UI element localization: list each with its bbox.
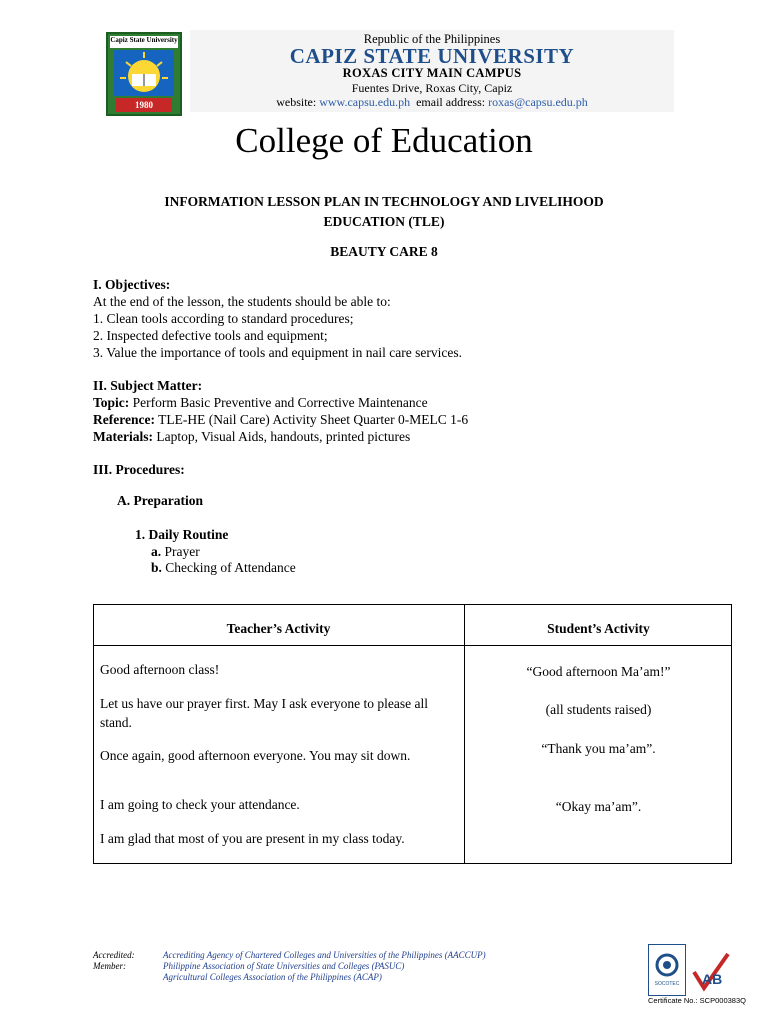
- objective-item: 2. Inspected defective tools and equipment;: [93, 328, 328, 343]
- email-label: email address:: [416, 95, 486, 109]
- website-link[interactable]: www.capsu.edu.ph: [319, 95, 411, 109]
- table-header-divider: [93, 645, 732, 646]
- accredited-text: Accrediting Agency of Chartered Colleges and Universities of the Philippines (AACCUP): [163, 950, 486, 960]
- routine-item-a-text: Prayer: [164, 544, 200, 559]
- logo-year: 1980: [135, 100, 153, 110]
- plan-title-line1: INFORMATION LESSON PLAN IN TECHNOLOGY AND LIVELIHOOD: [164, 194, 604, 209]
- topic-value: Perform Basic Preventive and Corrective Maintenance: [132, 395, 428, 410]
- table-column-divider: [464, 604, 465, 864]
- teacher-activity-cell: I am glad that most of you are present in my class today.: [100, 831, 405, 846]
- accredited-label: Accredited:: [93, 950, 135, 960]
- member-text: Agricultural Colleges Association of the Philippines (ACAP): [163, 972, 382, 982]
- preparation-heading: A. Preparation: [117, 493, 203, 508]
- objectives-intro: At the end of the lesson, the students should be able to:: [93, 294, 391, 309]
- website-label: website:: [276, 95, 317, 109]
- teacher-activity-cell: Good afternoon class!: [100, 662, 220, 677]
- topic-line: [93, 394, 428, 411]
- routine-item-b-text: Checking of Attendance: [165, 560, 296, 575]
- teacher-activity-cell: Let us have our prayer first. May I ask everyone to please all stand.: [100, 696, 429, 730]
- socotec-logo-text: SOCOTEC: [654, 981, 680, 987]
- member-text: Philippine Association of State Universities and Colleges (PASUC): [163, 961, 405, 971]
- student-activity-header: Student’s Activity: [547, 621, 650, 636]
- materials-label: Materials:: [93, 429, 153, 444]
- objectives-heading: I. Objectives:: [93, 277, 171, 292]
- teacher-activity-cell: I am going to check your attendance.: [100, 797, 300, 812]
- materials-line: [93, 428, 410, 445]
- activity-table: [93, 604, 732, 864]
- subject-matter-heading: II. Subject Matter:: [93, 378, 203, 393]
- topic-label: Topic:: [93, 395, 130, 410]
- teacher-activity-header: Teacher’s Activity: [226, 621, 331, 636]
- plan-subject: BEAUTY CARE 8: [330, 244, 438, 259]
- university-name: CAPIZ STATE UNIVERSITY: [289, 44, 575, 68]
- routine-item-a-label: a.: [151, 544, 162, 559]
- procedures-heading: III. Procedures:: [93, 462, 185, 477]
- routine-item-b: [151, 559, 296, 576]
- campus-name: ROXAS CITY MAIN CAMPUS: [342, 66, 522, 80]
- member-label: Member:: [93, 961, 126, 971]
- student-activity-cell: “Good afternoon Ma’am!”: [526, 664, 671, 679]
- ab-logo-text: AB: [702, 971, 723, 987]
- teacher-activity-cell: Once again, good afternoon everyone. You may sit down.: [100, 748, 411, 763]
- republic-line: Republic of the Philippines: [363, 32, 501, 46]
- contact-line: [190, 95, 674, 110]
- plan-title-line2: EDUCATION (TLE): [323, 214, 445, 229]
- reference-line: [93, 411, 468, 428]
- certificate-number: Certificate No.: SCP000383Q: [648, 996, 746, 1005]
- campus-address: Fuentes Drive, Roxas City, Capiz: [351, 81, 513, 95]
- email-link[interactable]: roxas@capsu.edu.ph: [488, 95, 588, 109]
- student-activity-cell: “Okay ma’am”.: [555, 799, 642, 814]
- logo-text: Capiz State University: [110, 36, 178, 44]
- college-title: College of Education: [235, 121, 533, 160]
- reference-label: Reference:: [93, 412, 155, 427]
- objective-item: 3. Value the importance of tools and equipment in nail care services.: [93, 345, 463, 360]
- routine-item-b-label: b.: [151, 560, 162, 575]
- daily-routine-heading: 1. Daily Routine: [135, 527, 229, 542]
- student-activity-cell: (all students raised): [545, 702, 652, 717]
- objective-item: 1. Clean tools according to standard procedures;: [93, 311, 354, 326]
- socotec-logo: [648, 944, 686, 996]
- reference-value: TLE-HE (Nail Care) Activity Sheet Quarter 0-MELC 1-6: [158, 412, 469, 427]
- routine-item-a: [151, 543, 200, 560]
- student-activity-cell: “Thank you ma’am”.: [541, 741, 656, 756]
- ab-logo: [690, 946, 732, 994]
- materials-value: Laptop, Visual Aids, handouts, printed pictures: [156, 429, 411, 444]
